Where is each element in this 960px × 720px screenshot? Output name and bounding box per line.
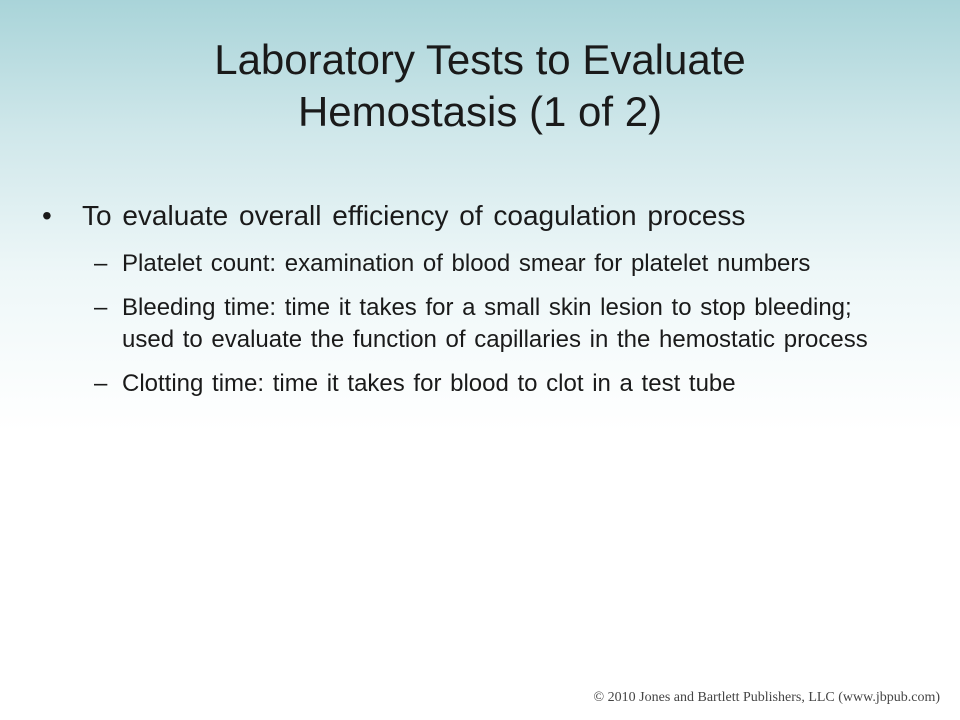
slide-title-line-1: Laboratory Tests to Evaluate — [214, 36, 746, 83]
slide-title-line-2: Hemostasis (1 of 2) — [297, 88, 663, 135]
sub-item-text: Clotting time: time it takes for blood to clot in a test tube — [122, 370, 736, 397]
sub-item-clotting-time — [42, 368, 912, 400]
slide-content — [42, 196, 912, 400]
sub-item-text: Bleeding time: time it takes for a small skin lesion to stop bleeding; used to evaluate the function of capillaries in the hemostatic process — [122, 294, 868, 353]
slide-title — [60, 34, 900, 138]
sub-item-text: Platelet count: examination of blood smear for platelet numbers — [122, 250, 811, 277]
bullet-marker: • — [42, 200, 52, 231]
sub-item-bleeding-time — [42, 292, 912, 356]
sub-item-platelet-count — [42, 248, 912, 280]
sub-marker: – — [94, 250, 108, 277]
bullet-item — [42, 196, 912, 236]
sub-marker: – — [94, 370, 108, 397]
copyright-notice: © 2010 Jones and Bartlett Publishers, LLC (www.jbpub.com) — [593, 690, 940, 705]
bullet-text: To evaluate overall efficiency of coagulation process — [82, 200, 746, 231]
sub-marker: – — [94, 294, 108, 321]
